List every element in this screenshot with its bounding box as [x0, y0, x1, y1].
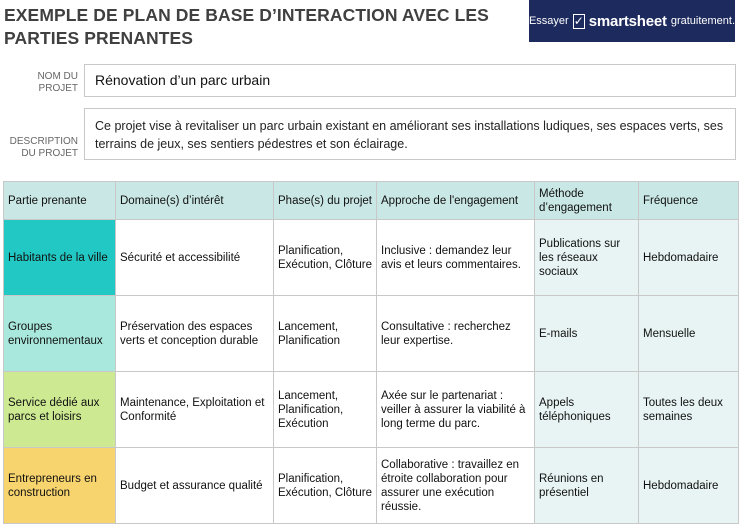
cell-frequency[interactable]: Hebdomadaire	[639, 448, 739, 524]
header-stakeholder: Partie prenante	[4, 182, 116, 220]
cell-approach[interactable]: Axée sur le partenariat : veiller à assurer la viabilité à long terme du parc.	[377, 372, 535, 448]
cell-method[interactable]: Appels téléphoniques	[535, 372, 639, 448]
cell-stakeholder[interactable]: Groupes environnementaux	[4, 296, 116, 372]
cell-interest[interactable]: Maintenance, Exploitation et Conformité	[116, 372, 274, 448]
project-name-label: NOM DU PROJET	[37, 71, 78, 94]
cell-interest[interactable]: Préservation des espaces verts et conception durable	[116, 296, 274, 372]
cell-frequency[interactable]: Hebdomadaire	[639, 220, 739, 296]
banner-free-text: gratuitement.	[670, 15, 736, 27]
cell-method[interactable]: Réunions en présentiel	[535, 448, 639, 524]
cell-phase[interactable]: Planification, Exécution, Clôture	[274, 220, 377, 296]
page-title: EXEMPLE DE PLAN DE BASE D’INTERACTION AVEC LES PARTIES PRENANTES	[4, 5, 489, 48]
cell-approach[interactable]: Collaborative : travaillez en étroite collaboration pour assurer une exécution réussie.	[377, 448, 535, 524]
cell-stakeholder[interactable]: Service dédié aux parcs et loisirs	[4, 372, 116, 448]
cell-phase[interactable]: Lancement, Planification, Exécution	[274, 372, 377, 448]
header-interest: Domaine(s) d’intérêt	[116, 182, 274, 220]
smartsheet-logo-text: smartsheet	[588, 12, 667, 30]
header-phase: Phase(s) du projet	[274, 182, 377, 220]
table-header-row	[4, 182, 739, 220]
table-row	[4, 448, 739, 524]
cell-phase[interactable]: Planification, Exécution, Clôture	[274, 448, 377, 524]
project-description-label: DESCRIPTION DU PROJET	[9, 136, 78, 159]
checkmark-icon: ✓	[573, 14, 584, 28]
header-approach: Approche de l'engagement	[377, 182, 535, 220]
smartsheet-trial-banner[interactable]	[529, 0, 735, 42]
cell-interest[interactable]: Sécurité et accessibilité	[116, 220, 274, 296]
cell-frequency[interactable]: Mensuelle	[639, 296, 739, 372]
cell-approach[interactable]: Inclusive : demandez leur avis et leurs commentaires.	[377, 220, 535, 296]
project-description-field[interactable]: Ce projet vise à revitaliser un parc urbain existant en améliorant ses installations ludiques, ses espaces verts, ses terrains de jeux, ses sentiers pédestres et son éclairage.	[84, 108, 736, 160]
project-name-field[interactable]: Rénovation d’un parc urbain	[84, 64, 736, 97]
cell-phase[interactable]: Lancement, Planification	[274, 296, 377, 372]
cell-approach[interactable]: Consultative : recherchez leur expertise.	[377, 296, 535, 372]
banner-try-text: Essayer	[528, 15, 569, 27]
stakeholder-table	[3, 181, 739, 524]
table-row	[4, 220, 739, 296]
cell-interest[interactable]: Budget et assurance qualité	[116, 448, 274, 524]
cell-method[interactable]: E-mails	[535, 296, 639, 372]
cell-method[interactable]: Publications sur les réseaux sociaux	[535, 220, 639, 296]
header-frequency: Fréquence	[639, 182, 739, 220]
cell-stakeholder[interactable]: Habitants de la ville	[4, 220, 116, 296]
cell-stakeholder[interactable]: Entrepreneurs en construction	[4, 448, 116, 524]
table-row	[4, 296, 739, 372]
cell-frequency[interactable]: Toutes les deux semaines	[639, 372, 739, 448]
header-method: Méthode d’engagement	[535, 182, 639, 220]
table-row	[4, 372, 739, 448]
